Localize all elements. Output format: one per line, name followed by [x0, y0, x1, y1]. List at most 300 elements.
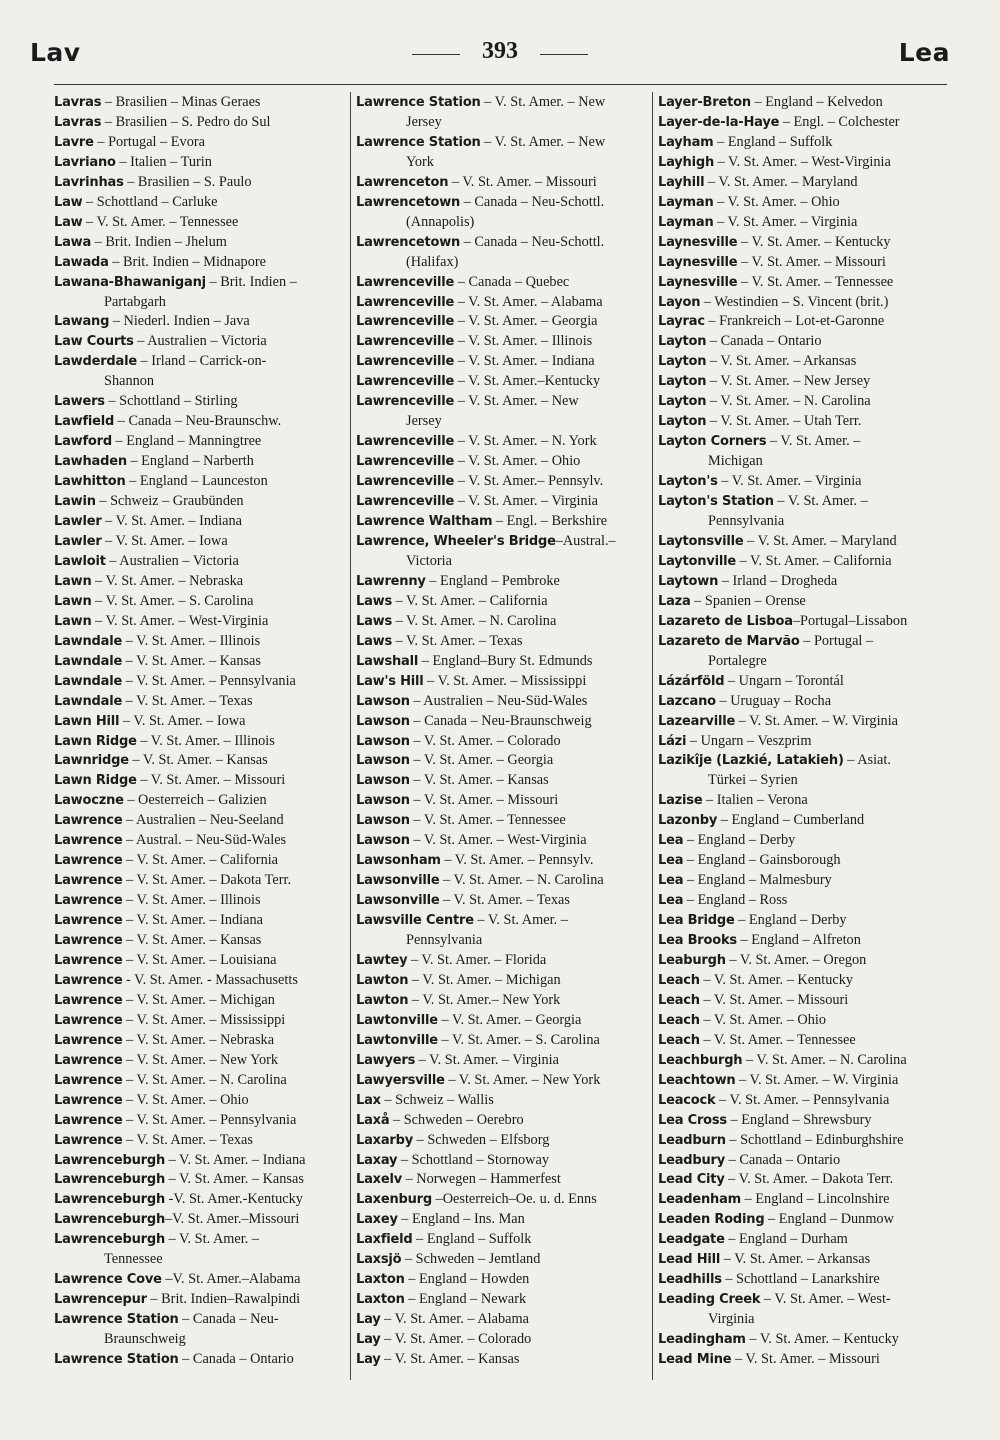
entry-headword: Lawsonville [356, 893, 440, 909]
gazetteer-entry [658, 1111, 954, 1131]
gazetteer-entry [356, 312, 652, 332]
entry-location: –Portugal–Lissabon [792, 612, 908, 629]
gazetteer-entry [356, 771, 652, 791]
gazetteer-entry [54, 392, 350, 412]
gazetteer-entry [356, 751, 652, 771]
entry-location: – England – Narberth [126, 453, 254, 470]
gazetteer-entry [356, 1071, 652, 1091]
entry-headword: Lawa [54, 234, 92, 250]
gazetteer-entry [658, 1190, 954, 1210]
entry-location: – V. St. Amer. – Pennsylvania [122, 1111, 297, 1128]
entry-location: – V. St. Amer. – [165, 1231, 260, 1248]
entry-headword: Lawrence [54, 873, 123, 889]
entry-headword: Layrac [658, 314, 705, 330]
entry-location: – Italien – Verona [702, 792, 808, 809]
entry-location: – V. St. Amer. – Iowa [119, 712, 246, 729]
entry-continuation: Michigan [708, 453, 763, 470]
entry-headword: Lawson [356, 693, 410, 709]
entry-headword: Lawrence [54, 952, 123, 968]
entry-headword: Lawrence Waltham [356, 514, 493, 530]
gazetteer-entry [54, 851, 350, 871]
entry-headword: Leaburgh [658, 952, 726, 968]
entry-location: – Schweden – Jemtland [401, 1251, 541, 1268]
entry-headword: Leadenham [658, 1192, 742, 1208]
gazetteer-entry [54, 1151, 350, 1171]
gazetteer-entry [658, 273, 954, 293]
entry-location: – England – Durham [724, 1231, 848, 1248]
entry-headword: Lawrenceburgh [54, 1172, 166, 1188]
page-header [0, 0, 1000, 90]
entry-location: – Schweden – Oerebro [389, 1111, 524, 1128]
gazetteer-entry [356, 273, 652, 293]
entry-location: – V. St. Amer. – Kansas [165, 1171, 304, 1188]
header-dash-right [540, 54, 588, 55]
entry-headword: Leach [658, 972, 700, 988]
entry-headword: Laza [658, 593, 691, 609]
gazetteer-entry [356, 512, 652, 532]
entry-location: – England – Gainsborough [683, 852, 841, 869]
entry-location: – V. St. Amer. – Texas [392, 632, 523, 649]
entry-headword: Lawrenceville [356, 314, 455, 330]
entry-location: – V. St. Amer. – N. Carolina [742, 1051, 907, 1068]
column-2 [356, 93, 652, 1383]
entry-headword: Lavriano [54, 154, 116, 170]
entry-headword: Law [54, 214, 83, 230]
entry-location: – England – Ins. Man [397, 1211, 525, 1228]
gazetteer-entry [658, 831, 954, 851]
entry-location: – V. St. Amer. – Ohio [713, 193, 840, 210]
entry-location: – V. St. Amer. – Iowa [101, 532, 228, 549]
entry-location: – V. St. Amer. – Arkansas [720, 1251, 871, 1268]
gazetteer-entry [54, 971, 350, 991]
entry-location: – England – Pembroke [425, 572, 560, 589]
entry-headword: Lawsonville [356, 873, 440, 889]
gazetteer-entry [356, 233, 652, 273]
entry-headword: Lea Bridge [658, 913, 735, 929]
entry-headword: Lawers [54, 394, 105, 410]
entry-location: – Brasilien – Minas Geraes [101, 94, 261, 110]
entry-headword: Leadbury [658, 1152, 726, 1168]
gazetteer-entry [356, 1091, 652, 1111]
entry-headword: Laxarby [356, 1132, 414, 1148]
gazetteer-entry [356, 692, 652, 712]
entry-location: – V. St. Amer. – Virginia [713, 213, 858, 230]
entry-headword: Lay [356, 1352, 381, 1368]
entry-headword: Lawford [54, 434, 112, 450]
entry-location: – V. St. Amer. – Alabama [380, 1311, 529, 1328]
entry-continuation: Virginia [708, 1311, 755, 1328]
entry-location: – Schottland – Carluke [82, 193, 218, 210]
gazetteer-entry [54, 891, 350, 911]
entry-location: – Australien – Neu-Süd-Wales [409, 692, 588, 709]
entry-headword: Lea [658, 853, 684, 869]
entry-headword: Leaden Roding [658, 1212, 765, 1228]
entry-headword: Lawson [356, 713, 410, 729]
gazetteer-entry [54, 193, 350, 213]
entry-continuation: Jersey [406, 413, 442, 430]
entry-headword: Lawrence [54, 1032, 123, 1048]
gazetteer-entry [658, 173, 954, 193]
entry-location: – Irland – Drogheda [718, 572, 838, 589]
entry-location: – Asiat. [843, 752, 891, 769]
entry-location: – Spanien – Orense [690, 592, 806, 609]
entry-location: – V. St. Amer. – Dakota Terr. [724, 1171, 894, 1188]
entry-headword: Leach [658, 992, 700, 1008]
entry-headword: Laytown [658, 573, 719, 589]
entry-headword: Lead Mine [658, 1352, 732, 1368]
gazetteer-entry [658, 1051, 954, 1071]
entry-location: – V. St. Amer. – Kansas [380, 1351, 520, 1368]
gazetteer-entry [658, 113, 954, 133]
entry-location: – V. St. Amer. – W. Virginia [735, 712, 899, 729]
entry-location: – Austral. – Neu-Süd-Wales [122, 832, 287, 849]
entry-location: – Schweiz – Graubünden [95, 493, 244, 510]
gazetteer-entry [54, 233, 350, 253]
gazetteer-entry [356, 492, 652, 512]
entry-location: – V. St. Amer. – Georgia [454, 313, 598, 330]
entry-location: – Engl. – Colchester [779, 113, 900, 130]
entry-headword: Lawrenceville [356, 434, 455, 450]
entry-location: –V. St. Amer.–Missouri [165, 1211, 300, 1228]
entry-headword: Layton's Station [658, 494, 774, 510]
entry-location: – V. St. Amer. – Texas [122, 692, 253, 709]
entry-headword: Lawana-Bhawaniganj [54, 274, 206, 290]
entry-location: – Uruguay – Rocha [715, 692, 832, 709]
entry-location: - V. St. Amer. - Massachusetts [122, 971, 298, 988]
entry-headword: Lawson [356, 753, 410, 769]
entry-location: – V. St. Amer. – S. Carolina [437, 1031, 600, 1048]
entry-headword: Laytonsville [658, 533, 744, 549]
entry-location: – Italien – Turin [115, 153, 212, 170]
entry-location: – V. St. Amer. – Oregon [725, 951, 867, 968]
entry-headword: Laynesville [658, 274, 738, 290]
gazetteer-entry [356, 1310, 652, 1330]
entry-location: – Ungarn – Torontál [724, 672, 844, 689]
gazetteer-entry [54, 831, 350, 851]
entry-headword: Lawson [356, 793, 410, 809]
entry-location: – V. St. Amer. – Nebraska [122, 1031, 275, 1048]
entry-continuation: Victoria [406, 552, 452, 569]
entry-headword: Lawtonville [356, 1012, 438, 1028]
entry-headword: Laxå [356, 1112, 390, 1128]
gazetteer-entry [356, 712, 652, 732]
entry-headword: Lawsonham [356, 853, 441, 869]
column-divider-1 [350, 92, 351, 1380]
gazetteer-entry [658, 672, 954, 692]
entry-headword: Law Courts [54, 334, 134, 350]
entry-location: – V. St. Amer. – Utah Terr. [706, 413, 862, 430]
entry-headword: Layham [658, 134, 714, 150]
gazetteer-entry [658, 412, 954, 432]
entry-location: – V. St. Amer. – Tennessee [737, 273, 894, 290]
entry-location: – V. St. Amer. – West- [760, 1291, 891, 1308]
entry-headword: Lawn Ridge [54, 733, 137, 749]
entry-location: – V. St. Amer. – West-Virginia [714, 153, 891, 170]
entry-location: – V. St. Amer. – Colorado [409, 732, 561, 749]
gazetteer-entry [356, 1270, 652, 1290]
entry-headword: Laws [356, 613, 393, 629]
gazetteer-entry [54, 1131, 350, 1151]
entry-location: – V. St. Amer. – Kansas [128, 752, 268, 769]
entry-location: – Brasilien – S. Pedro do Sul [101, 113, 271, 130]
entry-headword: Laynesville [658, 234, 738, 250]
entry-headword: Lawrence [54, 972, 123, 988]
gazetteer-entry [658, 572, 954, 592]
gazetteer-entry [658, 692, 954, 712]
entry-headword: Layton [658, 394, 707, 410]
gazetteer-entry [54, 871, 350, 891]
gazetteer-entry [356, 1031, 652, 1051]
entry-location: – Brit. Indien – [205, 273, 297, 290]
gazetteer-entry [356, 293, 652, 313]
gazetteer-entry [54, 632, 350, 652]
entry-headword: Lawrenceburgh [54, 1192, 166, 1208]
gazetteer-entry [658, 1091, 954, 1111]
entry-location: – England – Lincolnshire [741, 1191, 890, 1208]
entry-headword: Laxay [356, 1152, 398, 1168]
entry-location: – England–Bury St. Edmunds [418, 652, 593, 669]
gazetteer-entry [54, 751, 350, 771]
gazetteer-entry [658, 352, 954, 372]
entry-headword: Layton's [658, 474, 718, 490]
entry-location: – Canada – Quebec [454, 273, 570, 290]
entry-headword: Lavras [54, 95, 102, 110]
entry-headword: Lawrence [54, 813, 123, 829]
gazetteer-entry [54, 273, 350, 313]
entry-location: – V. St. Amer. – Pennsylvania [122, 672, 296, 689]
gazetteer-entry [658, 991, 954, 1011]
gazetteer-entry [356, 1230, 652, 1250]
entry-headword: Lawler [54, 514, 102, 530]
entry-location: – V. St. Amer. – New York [444, 1071, 601, 1088]
gazetteer-entry [658, 1071, 954, 1091]
entry-headword: Lawloit [54, 553, 106, 569]
entry-headword: Lawrence [54, 992, 123, 1008]
gazetteer-entry [658, 911, 954, 931]
entry-location: – England – Derby [734, 912, 847, 929]
entry-headword: Layman [658, 194, 714, 210]
entry-location: –Oesterreich–Oe. u. d. Enns [432, 1191, 597, 1208]
entry-location: – Schottland – Stirling [104, 393, 238, 410]
entry-headword: Lay [356, 1312, 381, 1328]
gazetteer-entry [356, 1330, 652, 1350]
entry-headword: Lawrence [54, 1072, 123, 1088]
entry-headword: Lawrence [54, 1112, 123, 1128]
gazetteer-entry [356, 1111, 652, 1131]
entry-location: – V. St. Amer. – Nebraska [91, 572, 244, 589]
gazetteer-entry [658, 372, 954, 392]
gazetteer-entry [54, 153, 350, 173]
entry-location: – England – Derby [683, 832, 796, 849]
entry-headword: Layman [658, 214, 714, 230]
gazetteer-entry [356, 1131, 652, 1151]
entry-location: – Schweiz – Wallis [380, 1091, 494, 1108]
column-3 [658, 93, 954, 1383]
entry-location: – Schottland – Edinburghshire [725, 1131, 904, 1148]
running-head-left: Lav [30, 38, 81, 67]
entry-location: – V. St. Amer. – N. Carolina [706, 393, 871, 410]
entry-location: – V. St. Amer. – Virginia [415, 1051, 559, 1068]
entry-location: – V. St. Amer. – Maryland [743, 532, 897, 549]
entry-location: – V. St. Amer. – Kansas [409, 772, 549, 789]
entry-headword: Lawler [54, 533, 102, 549]
page-number: 393 [482, 38, 518, 64]
gazetteer-entry [356, 452, 652, 472]
entry-headword: Lawrenceville [356, 454, 455, 470]
entry-headword: Lead City [658, 1172, 725, 1188]
gazetteer-entry [356, 572, 652, 592]
entry-location: – England – Manningtree [111, 433, 262, 450]
entry-location: – Engl. – Berkshire [492, 513, 608, 530]
entry-headword: Laytonville [658, 553, 736, 569]
entry-location: – Oesterreich – Galizien [123, 792, 267, 809]
entry-location: – Norwegen – Hammerfest [402, 1171, 561, 1188]
entry-headword: Lawndale [54, 653, 123, 669]
entry-headword: Lawrence [54, 1132, 123, 1148]
gazetteer-entry [54, 951, 350, 971]
entry-headword: Lawrence Cove [54, 1272, 162, 1288]
entry-location: – V. St. Amer. – Kentucky [737, 233, 891, 250]
entry-location: – V. St. Amer. – Ohio [699, 1011, 827, 1028]
entry-headword: Law's Hill [356, 673, 424, 689]
entry-headword: Laxton [356, 1272, 405, 1288]
gazetteer-entry [356, 352, 652, 372]
gazetteer-entry [356, 592, 652, 612]
entry-location: – England – Howden [404, 1271, 530, 1288]
gazetteer-entry [658, 293, 954, 313]
entry-location: – England – Malmesbury [683, 872, 832, 889]
gazetteer-entry [54, 253, 350, 273]
entry-headword: Lawsville Centre [356, 913, 474, 929]
entry-location: – V. St. Amer. – Illinois [454, 333, 593, 350]
entry-headword: Layer-de-la-Haye [658, 114, 780, 130]
gazetteer-entry [54, 352, 350, 392]
entry-headword: Lawrence, Wheeler's Bridge [356, 533, 556, 549]
entry-headword: Lawrence [54, 853, 123, 869]
entry-location: – V. St. Amer. – Georgia [409, 752, 554, 769]
entry-headword: Lawrencepur [54, 1292, 147, 1308]
gazetteer-entry [54, 213, 350, 233]
gazetteer-entry [54, 931, 350, 951]
entry-headword: Lea [658, 833, 684, 849]
entry-location: – V. St. Amer. – Alabama [454, 293, 603, 310]
gazetteer-entry [356, 831, 652, 851]
entry-headword: Leadhills [658, 1272, 722, 1288]
entry-location: – V. St. Amer. – Kansas [122, 652, 261, 669]
entry-headword: Lawson [356, 813, 410, 829]
entry-headword: Lawson [356, 833, 410, 849]
gazetteer-entry [356, 133, 652, 173]
gazetteer-entry [658, 213, 954, 233]
entry-location: – V. St. Amer. – Pennsylvania [715, 1091, 890, 1108]
entry-location: – V. St. Amer. – West-Virginia [91, 612, 269, 629]
entry-location: – V. St. Amer. – New York [122, 1051, 279, 1068]
entry-headword: Leadburn [658, 1132, 726, 1148]
entry-headword: Lawrenceville [356, 274, 455, 290]
gazetteer-entry [658, 971, 954, 991]
gazetteer-entry [54, 412, 350, 432]
entry-location: – V. St. Amer.– New York [408, 991, 561, 1008]
entry-continuation: Tennessee [104, 1251, 163, 1268]
entry-headword: Lea [658, 873, 684, 889]
entry-location: – Brasilien – S. Paulo [123, 173, 252, 190]
gazetteer-entry [356, 372, 652, 392]
entry-location: – V. St. Amer. – S. Carolina [91, 592, 254, 609]
entry-continuation: Türkei – Syrien [708, 772, 798, 789]
entry-location: – Australien – Victoria [105, 552, 239, 569]
entry-headword: Lawfield [54, 414, 115, 430]
entry-headword: Lawton [356, 992, 409, 1008]
entry-headword: Leacock [658, 1092, 716, 1108]
entry-headword: Lawrencetown [356, 194, 461, 210]
entry-headword: Layon [658, 294, 701, 310]
gazetteer-entry [658, 1031, 954, 1051]
entry-location: – V. St. Amer. – [766, 433, 861, 450]
entry-continuation: Portalegre [708, 652, 767, 669]
gazetteer-entry [54, 712, 350, 732]
entry-location: – V. St. Amer. – Illinois [122, 892, 261, 909]
gazetteer-entry [658, 1230, 954, 1250]
entry-headword: Lawndale [54, 633, 123, 649]
gazetteer-entry [54, 133, 350, 153]
column-1 [54, 93, 350, 1383]
entry-headword: Layton [658, 414, 707, 430]
entry-location: – V. St. Amer. – Ohio [122, 1091, 249, 1108]
entry-location: – Canada – Ontario [725, 1151, 841, 1168]
entry-headword: Layhigh [658, 154, 715, 170]
gazetteer-entry [54, 1310, 350, 1350]
gazetteer-entry [356, 1170, 652, 1190]
gazetteer-entry [658, 1330, 954, 1350]
gazetteer-entry [658, 931, 954, 951]
gazetteer-entry [356, 193, 652, 233]
gazetteer-entry [356, 1290, 652, 1310]
gazetteer-entry [356, 1190, 652, 1210]
gazetteer-entry [658, 951, 954, 971]
entry-location: – V. St. Amer. – Kentucky [745, 1331, 899, 1348]
entry-continuation: Shannon [104, 373, 155, 390]
gazetteer-entry [356, 432, 652, 452]
gazetteer-entry [54, 1031, 350, 1051]
gazetteer-entry [54, 1111, 350, 1131]
entry-location: – Westindien – S. Vincent (brit.) [700, 293, 889, 310]
gazetteer-entry [54, 592, 350, 612]
gazetteer-entry [658, 492, 954, 532]
entry-location: – V. St. Amer. – N. York [454, 433, 597, 450]
entry-continuation: Pennsylvania [406, 932, 483, 949]
entry-location: – V. St. Amer. – New Jersey [706, 373, 871, 390]
entry-location: – Portugal – [799, 632, 874, 649]
entry-location: –V. St. Amer.–Alabama [161, 1271, 301, 1288]
gazetteer-entry [54, 771, 350, 791]
entry-location: – England – Suffolk [713, 133, 833, 150]
column-divider-2 [652, 92, 653, 1380]
entry-headword: Lawrence Station [356, 134, 481, 150]
entry-location: – Australien – Neu-Seeland [122, 812, 284, 829]
entry-location: – England – Suffolk [412, 1231, 532, 1248]
gazetteer-entry [658, 93, 954, 113]
gazetteer-entry [356, 332, 652, 352]
entry-location: – V. St. Amer. – Florida [407, 951, 547, 968]
gazetteer-entry [356, 532, 652, 572]
entry-location: – V. St. Amer. – Illinois [136, 732, 275, 749]
gazetteer-entry [54, 911, 350, 931]
entry-location: – V. St. Amer. – Virginia [454, 493, 598, 510]
gazetteer-entry [54, 1091, 350, 1111]
entry-location: – V. St. Amer. – W. Virginia [735, 1071, 899, 1088]
entry-location: – England – Ross [683, 892, 788, 909]
gazetteer-entry [356, 891, 652, 911]
